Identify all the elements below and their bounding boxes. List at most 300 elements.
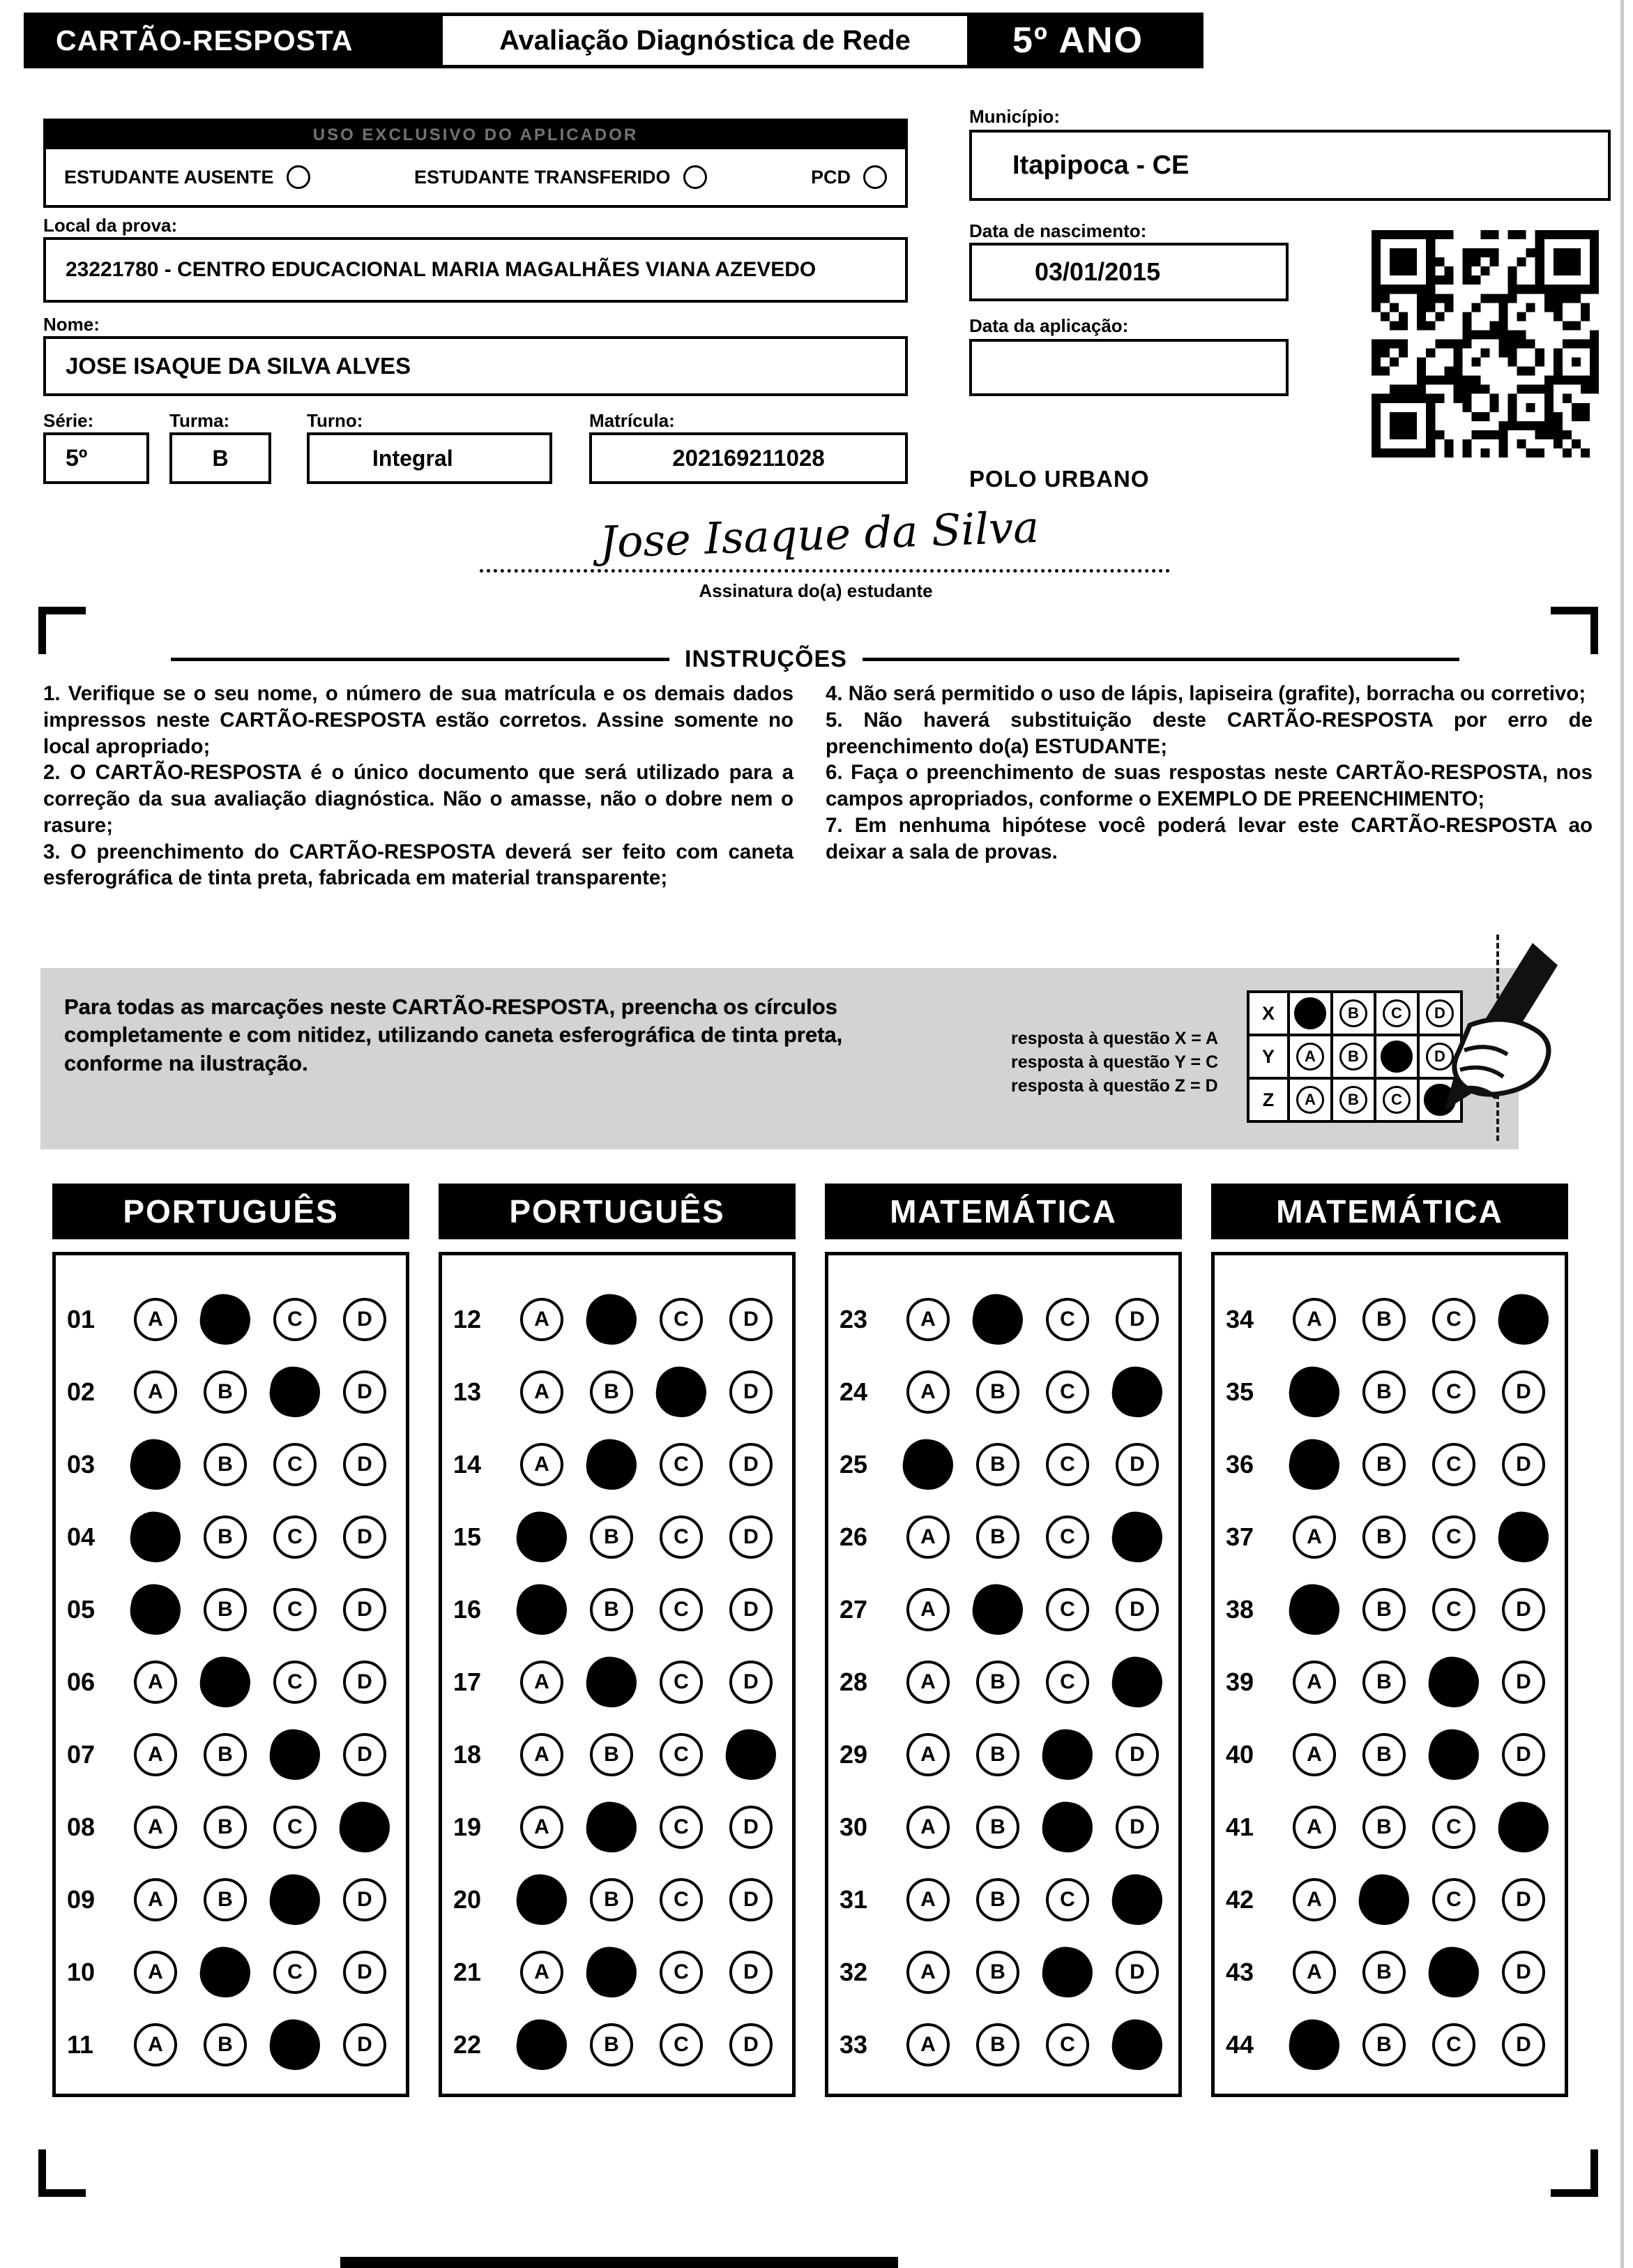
question-number: 08 — [67, 1813, 96, 1841]
answer-bubble: A — [134, 1661, 177, 1704]
answer-bubble: C — [1432, 1298, 1475, 1341]
answer-bubble-filled — [513, 2016, 570, 2073]
answer-bubble: C — [660, 1588, 703, 1631]
nome-value: JOSE ISAQUE DA SILVA ALVES — [66, 353, 411, 379]
example-cell — [1333, 993, 1374, 1034]
question-number: 05 — [67, 1595, 96, 1624]
answer-bubble-filled — [583, 1436, 640, 1493]
question-number: 03 — [67, 1450, 96, 1479]
answer-bubble: B — [976, 1370, 1019, 1414]
question-row — [67, 2009, 406, 2081]
question-row — [67, 1501, 406, 1573]
answer-bubble: D — [1116, 1733, 1159, 1776]
question-row — [1226, 1573, 1565, 1646]
question-row — [67, 1936, 406, 2009]
answer-bubble-filled — [127, 1581, 184, 1638]
question-row — [67, 1646, 406, 1718]
answer-bubble: B — [1362, 1661, 1406, 1704]
answer-bubble: C — [660, 1951, 703, 1994]
answer-bubble: D — [729, 2023, 773, 2066]
turma-box — [169, 432, 271, 484]
answer-section — [52, 1184, 409, 2097]
local-value: 23221780 - CENTRO EDUCACIONAL MARIA MAGALHÃES VIANA AZEVEDO — [66, 258, 816, 281]
answer-bubble: A — [906, 1878, 950, 1921]
example-bubble: B — [1339, 1086, 1367, 1114]
crop-mark-top-right — [1551, 607, 1598, 654]
fill-example-note: Para todas as marcações neste CARTÃO-RESPOSTA, preencha os círculos completamente e com nitidez, utilizando caneta esferográfica de tinta preta, conforme na ilustração. — [64, 995, 843, 1075]
answer-bubble-filled — [1109, 1363, 1166, 1421]
answer-bubble: C — [1046, 1588, 1089, 1631]
instruction-item: 5. Não haverá substituição deste CARTÃO-RESPOSTA por erro de preenchimento do(a) ESTUDANTE; — [826, 708, 1593, 758]
answer-bubble-filled — [197, 1291, 254, 1348]
question-row — [67, 1718, 406, 1791]
turno-box — [307, 432, 552, 484]
question-row — [1226, 1283, 1565, 1356]
answer-bubble: D — [1116, 1951, 1159, 1994]
question-number: 43 — [1226, 1958, 1254, 1986]
nascimento-box — [969, 243, 1289, 301]
example-bubble: C — [1383, 999, 1411, 1027]
example-row-label: Y — [1250, 1036, 1287, 1077]
answer-bubble: C — [660, 1661, 703, 1704]
example-legend-line: resposta à questão Z = D — [1011, 1076, 1218, 1096]
applicator-option-label: PCD — [810, 166, 851, 188]
answer-bubble: B — [204, 1588, 247, 1631]
instruction-item: 1. Verifique se o seu nome, o número de sua matrícula e os demais dados impressos neste CARTÃO-RESPOSTA estão corretos. Assine somente no local apropriado; — [43, 682, 793, 758]
answer-section — [439, 1184, 796, 2097]
answer-bubble: D — [343, 1588, 386, 1631]
answer-bubble: A — [906, 1515, 950, 1559]
municipio-label: Município: — [969, 106, 1060, 127]
question-number: 16 — [453, 1595, 482, 1624]
answer-bubble: C — [660, 2023, 703, 2066]
question-row — [67, 1428, 406, 1501]
question-row — [67, 1791, 406, 1863]
form-title: CARTÃO-RESPOSTA — [56, 24, 354, 56]
answer-bubble: C — [660, 1733, 703, 1776]
question-number: 31 — [840, 1885, 868, 1914]
answer-section — [825, 1184, 1182, 2097]
answer-bubble: D — [1502, 1443, 1545, 1486]
answer-bubble: B — [1362, 1733, 1406, 1776]
answer-bubble: C — [273, 1588, 317, 1631]
hand-with-pen-icon — [1415, 942, 1576, 1151]
answer-bubble: C — [1432, 1878, 1475, 1921]
answer-bubble: B — [976, 1443, 1019, 1486]
answer-bubble: C — [660, 1298, 703, 1341]
answer-bubble: A — [134, 1370, 177, 1414]
answer-bubble-filled — [1355, 1871, 1413, 1928]
answer-bubble: C — [273, 1806, 317, 1849]
question-number: 19 — [453, 1813, 482, 1841]
question-number: 36 — [1226, 1450, 1254, 1479]
question-row — [840, 1283, 1178, 1356]
applicator-option — [811, 165, 887, 189]
answer-bubble: A — [520, 1661, 563, 1704]
question-row — [1226, 1646, 1565, 1718]
question-number: 37 — [1226, 1522, 1254, 1551]
aplicacao-box — [969, 339, 1289, 396]
question-number: 07 — [67, 1740, 96, 1769]
answer-bubble: B — [590, 1515, 633, 1559]
question-number: 24 — [840, 1377, 868, 1406]
serie-value: 5º — [66, 444, 88, 471]
applicator-option — [414, 165, 707, 189]
question-number: 38 — [1226, 1595, 1254, 1624]
assessment-title-box — [439, 13, 971, 68]
nome-label: Nome: — [43, 314, 100, 335]
question-number: 09 — [67, 1885, 96, 1914]
question-row — [1226, 1356, 1565, 1428]
answer-grid — [439, 1252, 796, 2097]
answer-bubble: A — [520, 1806, 563, 1849]
divider-line — [171, 658, 669, 661]
example-bubble: D — [1426, 1043, 1454, 1071]
answer-bubble: B — [590, 2023, 633, 2066]
question-row — [453, 1936, 792, 2009]
answer-bubble: B — [976, 1951, 1019, 1994]
answer-bubble: A — [520, 1951, 563, 1994]
answer-bubble: B — [590, 1588, 633, 1631]
answer-bubble: D — [343, 2023, 386, 2066]
question-number: 40 — [1226, 1740, 1254, 1769]
answer-bubble: D — [343, 1733, 386, 1776]
local-label: Local da prova: — [43, 215, 178, 236]
answer-bubble: D — [729, 1443, 773, 1486]
answer-bubble-filled — [583, 1291, 640, 1348]
answer-bubble: B — [976, 1878, 1019, 1921]
question-row — [453, 1428, 792, 1501]
answer-bubble: D — [1502, 2023, 1545, 2066]
answer-bubble: D — [343, 1878, 386, 1921]
answer-bubble-filled — [513, 1509, 570, 1566]
question-row — [840, 1356, 1178, 1428]
instructions-header — [171, 646, 1459, 673]
example-cell — [1376, 1080, 1417, 1120]
question-number: 10 — [67, 1958, 96, 1986]
matricula-value: 202169211028 — [672, 445, 825, 471]
example-bubble-filled — [1294, 997, 1326, 1029]
answer-bubble: B — [976, 1515, 1019, 1559]
question-row — [453, 2009, 792, 2081]
instruction-item: 3. O preenchimento do CARTÃO-RESPOSTA deverá ser feito com caneta esferográfica de tinta preta, fabricada em material transparente; — [43, 840, 793, 890]
answer-bubble-filled — [513, 1871, 570, 1928]
answer-bubble: C — [273, 1443, 317, 1486]
answer-bubble: B — [590, 1733, 633, 1776]
question-number: 26 — [840, 1522, 868, 1551]
grade-badge: 5º ANO — [1012, 20, 1144, 61]
question-number: 42 — [1226, 1885, 1254, 1914]
question-row — [840, 1863, 1178, 1936]
answer-bubble-filled — [1109, 1871, 1166, 1928]
answer-bubble: A — [906, 1951, 950, 1994]
answer-bubble: A — [1293, 1661, 1336, 1704]
question-number: 41 — [1226, 1813, 1254, 1841]
answer-bubble: D — [343, 1951, 386, 1994]
answer-bubble: A — [906, 1370, 950, 1414]
question-number: 01 — [67, 1305, 96, 1333]
answer-bubble: B — [1362, 1515, 1406, 1559]
instruction-item: 2. O CARTÃO-RESPOSTA é o único documento que será utilizado para a correção da sua avaliação diagnóstica. Não o amasse, não o dobre nem o rasure; — [43, 761, 793, 837]
answer-bubble: A — [906, 1298, 950, 1341]
answer-bubble-filled — [266, 1363, 324, 1421]
answer-bubble: C — [660, 1806, 703, 1849]
answer-bubble: C — [1046, 1878, 1089, 1921]
question-row — [1226, 2009, 1565, 2081]
answer-bubble: C — [273, 1298, 317, 1341]
answer-bubble-filled — [1286, 1436, 1343, 1493]
answer-bubble: B — [1362, 1443, 1406, 1486]
answer-bubble-filled — [266, 1871, 324, 1928]
question-number: 15 — [453, 1522, 482, 1551]
answer-bubble-filled — [266, 1726, 324, 1783]
answer-bubble: D — [343, 1443, 386, 1486]
instructions-right — [826, 681, 1593, 891]
question-row — [453, 1573, 792, 1646]
answer-bubble: D — [729, 1588, 773, 1631]
example-legend-line: resposta à questão Y = C — [1011, 1052, 1219, 1072]
example-bubble: A — [1296, 1086, 1324, 1114]
answer-bubble-filled — [1039, 1726, 1096, 1783]
answer-bubble-filled — [197, 1944, 254, 2001]
answer-bubble: C — [1046, 1661, 1089, 1704]
answer-bubble: D — [729, 1515, 773, 1559]
applicator-option — [64, 165, 310, 189]
answer-bubble: C — [1432, 1806, 1475, 1849]
question-number: 33 — [840, 2030, 868, 2059]
municipio-box — [969, 130, 1611, 201]
answer-bubble: B — [204, 1443, 247, 1486]
applicator-option-bubble — [287, 165, 310, 189]
question-number: 25 — [840, 1450, 868, 1479]
answer-bubble-filled — [1425, 1944, 1482, 2001]
answer-bubble: B — [976, 2023, 1019, 2066]
answer-bubble: A — [906, 1806, 950, 1849]
answer-bubble: A — [906, 1733, 950, 1776]
applicator-option-bubble — [683, 165, 707, 189]
example-bubble: A — [1296, 1043, 1324, 1071]
question-row — [840, 1501, 1178, 1573]
applicator-bar-title: USO EXCLUSIVO DO APLICADOR — [312, 126, 639, 144]
question-number: 11 — [67, 2030, 94, 2059]
answer-bubble: D — [343, 1298, 386, 1341]
nascimento-value: 03/01/2015 — [1035, 257, 1161, 286]
instruction-item: 4. Não será permitido o uso de lápis, lapiseira (grafite), borracha ou corretivo; — [826, 682, 1586, 705]
question-number: 35 — [1226, 1377, 1254, 1406]
applicator-options — [46, 149, 905, 205]
answer-bubble: C — [1432, 2023, 1475, 2066]
question-row — [1226, 1863, 1565, 1936]
question-number: 39 — [1226, 1668, 1254, 1696]
answer-bubble: B — [976, 1661, 1019, 1704]
question-row — [67, 1283, 406, 1356]
student-signature-handwriting: Jose Isaque da Silva — [598, 501, 1040, 568]
instruction-item: 6. Faça o preenchimento de suas respostas neste CARTÃO-RESPOSTA, nos campos apropriados, conforme o EXEMPLO DE PREENCHIMENTO; — [826, 761, 1593, 810]
answer-bubble: C — [1046, 1298, 1089, 1341]
answer-bubble: B — [1362, 2023, 1406, 2066]
question-number: 23 — [840, 1305, 868, 1333]
example-cell — [1333, 1080, 1374, 1120]
answer-bubble: B — [204, 1878, 247, 1921]
fill-example-panel — [40, 968, 1519, 1149]
question-number: 14 — [453, 1450, 482, 1479]
example-bubble: B — [1339, 999, 1367, 1027]
answer-bubble: C — [1432, 1443, 1475, 1486]
question-row — [453, 1863, 792, 1936]
answer-bubble-filled — [1495, 1799, 1552, 1856]
answer-bubble: A — [134, 1298, 177, 1341]
answer-bubble: D — [1502, 1733, 1545, 1776]
answer-bubble: C — [273, 1951, 317, 1994]
matricula-label: Matrícula: — [589, 410, 675, 431]
answer-bubble: B — [1362, 1370, 1406, 1414]
question-row — [840, 1718, 1178, 1791]
question-number: 21 — [453, 1958, 482, 1986]
answer-bubble: C — [1046, 2023, 1089, 2066]
turno-label: Turno: — [307, 410, 363, 431]
answer-grid — [52, 1252, 409, 2097]
answer-bubble-filled — [1286, 1581, 1343, 1638]
answer-bubble: C — [1046, 1443, 1089, 1486]
question-row — [1226, 1791, 1565, 1863]
example-cell — [1290, 1080, 1330, 1120]
question-row — [67, 1863, 406, 1936]
answer-bubble: A — [1293, 1878, 1336, 1921]
answer-bubble-filled — [969, 1291, 1026, 1348]
answer-bubble-filled — [336, 1799, 393, 1856]
turma-label: Turma: — [169, 410, 230, 431]
municipio-value: Itapipoca - CE — [1012, 150, 1190, 180]
answer-bubble-filled — [1286, 1363, 1343, 1421]
instructions-title: INSTRUÇÕES — [685, 646, 847, 672]
answer-bubble: B — [590, 1878, 633, 1921]
question-row — [67, 1356, 406, 1428]
answer-bubble-filled — [1425, 1726, 1482, 1783]
answer-bubble: B — [976, 1733, 1019, 1776]
polo-label: POLO URBANO — [969, 466, 1150, 492]
nome-box — [43, 336, 908, 396]
example-cell — [1290, 993, 1330, 1034]
question-row — [840, 2009, 1178, 2081]
question-row — [453, 1283, 792, 1356]
answer-bubble: D — [1502, 1878, 1545, 1921]
example-legend — [1011, 1027, 1218, 1098]
answer-bubble: B — [1362, 1806, 1406, 1849]
answer-bubble: B — [1362, 1588, 1406, 1631]
answer-bubble: D — [1502, 1951, 1545, 1994]
bottom-black-strip — [340, 2257, 898, 2268]
answer-sections — [52, 1184, 1568, 2097]
answer-bubble: C — [273, 1661, 317, 1704]
answer-bubble: B — [204, 1370, 247, 1414]
answer-bubble: D — [1502, 1370, 1545, 1414]
question-row — [1226, 1718, 1565, 1791]
answer-bubble: A — [906, 2023, 950, 2066]
serie-box — [43, 432, 149, 484]
answer-bubble-filled — [583, 1799, 640, 1856]
question-row — [840, 1573, 1178, 1646]
answer-bubble: B — [1362, 1951, 1406, 1994]
answer-bubble-filled — [197, 1654, 254, 1711]
answer-bubble: B — [1362, 1298, 1406, 1341]
turma-value: B — [212, 445, 229, 471]
answer-bubble: D — [729, 1806, 773, 1849]
question-row — [453, 1501, 792, 1573]
signature-caption: Assinatura do(a) estudante — [699, 580, 933, 601]
answer-bubble: B — [976, 1806, 1019, 1849]
example-row-label: Z — [1250, 1080, 1287, 1120]
question-row — [453, 1646, 792, 1718]
question-row — [840, 1646, 1178, 1718]
answer-bubble: A — [134, 1806, 177, 1849]
applicator-section — [43, 119, 908, 208]
answer-bubble: A — [134, 2023, 177, 2066]
answer-bubble: D — [729, 1661, 773, 1704]
qr-code — [1364, 230, 1607, 458]
instructions-left — [43, 681, 793, 891]
answer-section-title: MATEMÁTICA — [1211, 1184, 1568, 1239]
question-number: 02 — [67, 1377, 96, 1406]
applicator-bar — [46, 121, 905, 149]
answer-bubble: A — [1293, 1733, 1336, 1776]
answer-bubble: B — [204, 2023, 247, 2066]
answer-bubble: D — [1116, 1588, 1159, 1631]
answer-bubble-filled — [127, 1436, 184, 1493]
example-bubble: D — [1426, 999, 1454, 1027]
answer-bubble: A — [906, 1588, 950, 1631]
answer-bubble: A — [1293, 1298, 1336, 1341]
answer-section-title: PORTUGUÊS — [52, 1184, 409, 1239]
question-row — [1226, 1501, 1565, 1573]
question-number: 17 — [453, 1668, 482, 1696]
answer-bubble: C — [1046, 1370, 1089, 1414]
example-legend-line: resposta à questão X = A — [1011, 1029, 1219, 1048]
question-row — [1226, 1936, 1565, 2009]
question-row — [840, 1936, 1178, 2009]
answer-bubble-filled — [1425, 1654, 1482, 1711]
answer-bubble-filled — [1109, 2016, 1166, 2073]
question-row — [840, 1428, 1178, 1501]
question-row — [67, 1573, 406, 1646]
example-cell — [1376, 993, 1417, 1034]
example-cell — [1333, 1036, 1374, 1077]
answer-bubble: C — [1432, 1588, 1475, 1631]
answer-section-title: PORTUGUÊS — [439, 1184, 796, 1239]
answer-bubble: D — [729, 1951, 773, 1994]
question-number: 18 — [453, 1740, 482, 1769]
answer-bubble: A — [906, 1661, 950, 1704]
answer-bubble: A — [520, 1370, 563, 1414]
nascimento-label: Data de nascimento: — [969, 220, 1147, 241]
turno-value: Integral — [372, 445, 453, 471]
answer-bubble: C — [660, 1443, 703, 1486]
answer-bubble: D — [1502, 1661, 1545, 1704]
answer-bubble: D — [1502, 1588, 1545, 1631]
answer-bubble: D — [1116, 1298, 1159, 1341]
question-number: 04 — [67, 1522, 96, 1551]
answer-bubble: A — [1293, 1515, 1336, 1559]
answer-bubble: D — [343, 1515, 386, 1559]
divider-line — [863, 658, 1459, 661]
answer-bubble-filled — [653, 1363, 710, 1421]
question-row — [840, 1791, 1178, 1863]
answer-bubble: D — [1116, 1443, 1159, 1486]
question-row — [1226, 1428, 1565, 1501]
answer-grid — [825, 1252, 1182, 2097]
answer-section-title: MATEMÁTICA — [825, 1184, 1182, 1239]
answer-bubble: D — [729, 1370, 773, 1414]
answer-bubble: B — [204, 1733, 247, 1776]
